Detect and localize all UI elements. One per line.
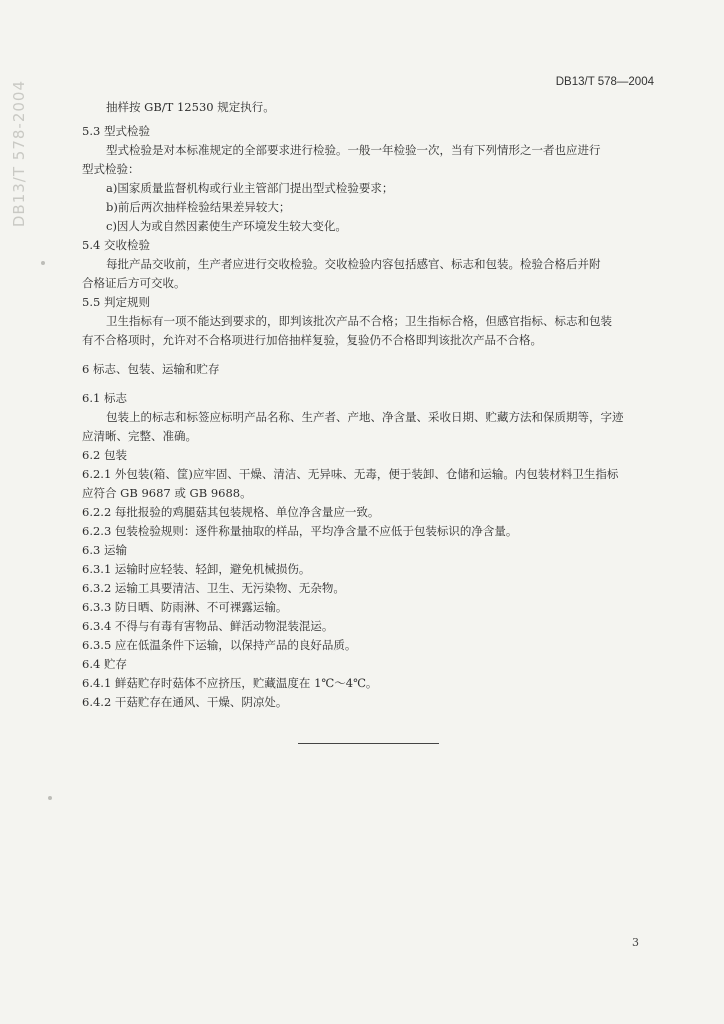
- end-rule: [298, 743, 439, 744]
- section-heading: 6.3 运输: [82, 543, 127, 557]
- body-line: 包装上的标志和标签应标明产品名称、生产者、产地、净含量、采收日期、贮藏方法和保质期等，字迹: [106, 410, 624, 424]
- body-line: 有不合格项时，允许对不合格项进行加倍抽样复验，复验仍不合格即判该批次产品不合格。: [82, 333, 542, 347]
- clause-line: 6.3.3 防日晒、防雨淋、不可裸露运输。: [82, 600, 288, 614]
- body-line: 型式检验：: [82, 162, 140, 176]
- margin-stamp: DB13/T 578-2004: [10, 80, 28, 228]
- body-line: 每批产品交收前，生产者应进行交收检验。交收检验内容包括感官、标志和包装。检验合格后并附: [106, 257, 601, 271]
- clause-line: 6.3.2 运输工具要清洁、卫生、无污染物、无杂物。: [82, 581, 345, 595]
- scan-speck: [41, 261, 45, 265]
- scan-speck: [48, 796, 52, 800]
- clause-line: 6.2.2 每批报验的鸡腿菇其包装规格、单位净含量应一致。: [82, 505, 380, 519]
- section-heading: 6.1 标志: [82, 391, 127, 405]
- clause-line: 6.3.5 应在低温条件下运输，以保持产品的良好品质。: [82, 638, 357, 652]
- section-heading: 5.5 判定规则: [82, 295, 150, 309]
- body-line: 型式检验是对本标准规定的全部要求进行检验。一般一年检验一次，当有下列情形之一者也应进行: [106, 143, 601, 157]
- section-heading: 6.2 包装: [82, 448, 127, 462]
- body-line: 卫生指标有一项不能达到要求的，即判该批次产品不合格；卫生指标合格，但感官指标、标志和包装: [106, 314, 612, 328]
- body-line: 应符合 GB 9687 或 GB 9688。: [82, 486, 252, 500]
- document-code: DB13/T 578—2004: [555, 76, 654, 88]
- list-item: c)因人为或自然因素使生产环境发生较大变化。: [106, 219, 347, 233]
- list-item: b)前后两次抽样检验结果差异较大；: [106, 200, 291, 214]
- page-number: 3: [632, 936, 639, 949]
- clause-line: 6.3.1 运输时应轻装、轻卸，避免机械损伤。: [82, 562, 311, 576]
- section-heading: 5.4 交收检验: [82, 238, 150, 252]
- section-heading: 5.3 型式检验: [82, 124, 150, 138]
- body-line: 应清晰、完整、准确。: [82, 429, 197, 443]
- list-item: a)国家质量监督机构或行业主管部门提出型式检验要求；: [106, 181, 394, 195]
- clause-line: 6.3.4 不得与有毒有害物品、鲜活动物混装混运。: [82, 619, 334, 633]
- clause-line: 6.2.1 外包装(箱、筐)应牢固、干燥、清洁、无异味、无毒，便于装卸、仓储和运输。内包装材料卫生指标: [82, 467, 619, 481]
- body-line: 合格证后方可交收。: [82, 276, 186, 290]
- chapter-heading: 6 标志、包装、运输和贮存: [82, 362, 220, 376]
- clause-line: 6.4.1 鲜菇贮存时菇体不应挤压，贮藏温度在 1℃～4℃。: [82, 676, 378, 690]
- clause-line: 6.2.3 包装检验规则：逐件称量抽取的样品，平均净含量不应低于包装标识的净含量。: [82, 524, 518, 538]
- clause-line: 6.4.2 干菇贮存在通风、干燥、阴凉处。: [82, 695, 288, 709]
- section-heading: 6.4 贮存: [82, 657, 127, 671]
- body-line: 抽样按 GB/T 12530 规定执行。: [106, 100, 275, 114]
